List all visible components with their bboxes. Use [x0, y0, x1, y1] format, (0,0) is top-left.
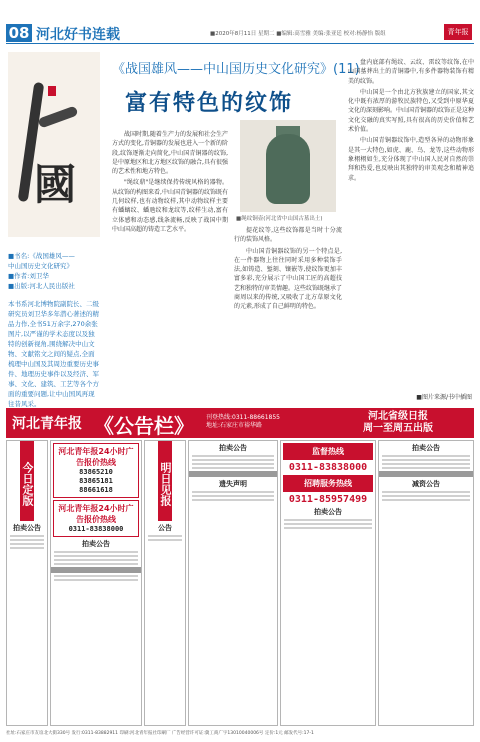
classified-brand: 河北青年报: [12, 416, 82, 432]
text-line: [382, 495, 470, 497]
paragraph: 盘内底部有绳纹、云纹、雷纹等纹饰,在中山国墓葬出土的青铜器中,有多件器物装饰有精美的纹饰。: [348, 59, 474, 85]
text-line: [192, 499, 274, 501]
section-bar: [379, 471, 473, 477]
text-line: [192, 459, 274, 461]
ad-column: [378, 440, 474, 726]
text-line: [148, 539, 182, 541]
classified-ads: [6, 440, 474, 726]
text-line: [192, 495, 274, 497]
paragraph: "绳纹鼎"是继续保持传统风格的器物。从纹饰的构图来看,中山国青铜器的纹饰既有几何纹样,也有动物纹样,其中动物纹样主要有蟠螭纹、蟠虺纹和龙纹等,纹样生动,富有立体感和动态感,线条流畅,反映了战国中期中山国高超的铸造工艺水平。: [112, 179, 228, 233]
text-line: [54, 551, 138, 553]
ad-column: [144, 440, 186, 726]
image-source: ■图片来源/书中插图: [416, 394, 472, 401]
masthead-rule: [6, 43, 474, 44]
phone-line: 刊登热线:0311-88661855: [206, 414, 280, 421]
article-headline: 富有特色的纹饰: [125, 91, 294, 116]
text-line: [10, 535, 44, 537]
paragraph: 战国时期,随着生产力的发展和社会生产方式的变化,青铜器的发展也进入一个新的阶段,纹饰逐渐走向简化,中山国青铜器的纹饰,是中原地区和北方地区纹饰的融合,具有很强的艺术性和地方特色。: [112, 131, 228, 176]
section-bar: [189, 471, 277, 477]
book-meta-line: ■作者:刘卫华: [8, 272, 49, 280]
masthead: [0, 0, 480, 44]
text-line: [382, 463, 470, 465]
book-blurb: 本书系河北博物院副院长、二级研究员刘卫华多年潜心著述的精品力作,全书51万余字,270余张图片,以严谨的学术态度以及独特的创新视角,围绕解决中山文物、文献铭文之间的疑点,全面梳理中山国及其周边重要历史事件、地理历史事件以及经济、军事、文化、建筑、工艺等各个方面的重要问题,让中山国风再现往昔风采。: [8, 300, 99, 408]
book-sidebar: [8, 52, 100, 408]
text-line: [10, 547, 44, 549]
paragraph: 中山国是一个由北方狄族建立的国家,其文化中既有浓厚的游牧民族特色,又受到中原华夏文化的深刻影响。中山国青铜器的纹饰正是这种文化交融的真实写照,具有很高的历史价值和艺术价值。: [348, 88, 474, 134]
book-meta-line: 中山国历史文化研究》: [8, 262, 73, 270]
red-seal-icon: [48, 86, 56, 96]
book-cover-art: [8, 52, 100, 237]
notice-title: 减资公告: [412, 480, 440, 488]
classified-banner: [6, 408, 474, 438]
article-kicker: 《战国雄风——中山国历史文化研究》(11): [112, 62, 360, 77]
text-line: [284, 527, 372, 529]
hotline-box: [53, 443, 139, 498]
paragraph: 提花纹等,这些纹饰都是当时十分流行的装饰风格。: [234, 227, 342, 244]
notice-title: 拍卖公告: [219, 444, 247, 452]
text-line: [192, 491, 274, 493]
service-number: 0311-83838000: [288, 462, 368, 473]
section-bar: [51, 567, 141, 573]
notice-title: 拍卖公告: [412, 444, 440, 452]
issue-info: ■2020年8月11日 星期二 ■编辑:高雪雅 美编:张亚廷 校对:杨静怡 版组: [210, 31, 386, 37]
hotline-number: 83865181: [79, 477, 113, 485]
text-line: [382, 467, 470, 469]
text-line: [54, 563, 138, 565]
article-column-3: [348, 58, 474, 402]
text-line: [284, 523, 372, 525]
text-line: [10, 539, 44, 541]
book-meta: [8, 251, 100, 291]
ad-column: [188, 440, 278, 726]
section-title: 河北好书连载: [36, 27, 120, 43]
text-line: [192, 455, 274, 457]
text-line: [192, 467, 274, 469]
service-title: 招聘服务热线: [283, 475, 373, 492]
notice-title: 拍卖公告: [82, 540, 110, 548]
text-line: [192, 463, 274, 465]
text-line: [382, 499, 470, 501]
paper-logo: 青年报: [444, 24, 472, 40]
article-column-2: [234, 226, 342, 402]
text-line: [54, 559, 138, 561]
bronze-vessel-photo: [240, 120, 336, 212]
text-line: [54, 579, 138, 581]
vessel-body: [266, 134, 310, 204]
classified-tag: 《公告栏》: [94, 414, 194, 438]
text-line: [382, 491, 470, 493]
ad-column: [50, 440, 142, 726]
text-line: [382, 459, 470, 461]
hotline-title: 河北青年报24小时广告报价热线: [58, 504, 134, 524]
hotline-title: 河北青年报24小时广告报价热线: [58, 447, 134, 467]
paragraph: 中山国青铜器纹饰中,造型各异的动物形象是其一大特色,如虎、鹿、鸟、龙等,这些动物形象栩栩如生,充分体现了中山国人民对自然的崇拜和热爱,也反映出其独特的审美观念和精神追求。: [348, 137, 474, 182]
notice-title: 拍卖公告: [314, 508, 342, 516]
classified-phones: [206, 414, 280, 430]
today-label: 今日定版: [20, 441, 34, 521]
paragraph: 中山国青铜器纹饰的另一个特点是,在一件器物上往往同时采用多种装饰手法,如铸造、錾刻、镶嵌等,使纹饰更加丰富多彩,充分展示了中山国工匠的高超技艺和独特的审美情趣。这些纹饰既继承了商周以来的传统,又吸收了北方草原文化的元素,形成了自己鲜明的特色。: [234, 247, 342, 311]
tomorrow-label: 明日见报: [158, 441, 172, 521]
text-line: [54, 575, 138, 577]
book-meta-line: ■书名:《战国雄风——: [8, 252, 75, 260]
book-meta-line: ■出版:河北人民出版社: [8, 282, 75, 290]
publication-sub: 周一至周五出版: [363, 423, 433, 434]
article-column-1: [112, 130, 228, 402]
ad-column: [6, 440, 48, 726]
service-title: 监督热线: [283, 443, 373, 460]
ad-column: [280, 440, 376, 726]
notice-title: 拍卖公告: [13, 524, 41, 532]
page-footer: 社址:石家庄市友谊北大街330号 发行:0311-83882911 印刷:河北青年报社印刷厂 广告经营许可证:冀工商广字13010040006号 定价:1元 邮发代号:17-1: [6, 731, 314, 736]
text-line: [54, 555, 138, 557]
publication-title: 河北省级日报: [368, 411, 428, 422]
brush-stroke: [37, 105, 78, 128]
text-line: [382, 455, 470, 457]
page-number: 08: [6, 24, 32, 42]
hotline-number: 83865210: [79, 468, 113, 476]
publication-note: [328, 411, 468, 435]
hotline-box: [53, 500, 139, 537]
hotline-number: 88661618: [79, 486, 113, 494]
text-line: [10, 543, 44, 545]
phone-line: 地址:石家庄市裕华路: [206, 422, 263, 429]
notice-title: 遗失声明: [219, 480, 247, 488]
text-line: [148, 535, 182, 537]
text-line: [284, 519, 372, 521]
figure-caption: ■绳纹铜壶(河北省中山国古墓出土): [236, 216, 323, 222]
notice-title: 公告: [158, 524, 172, 532]
hotline-number: 0311-83838000: [68, 525, 124, 533]
calligraphy-glyph: 國: [34, 160, 77, 209]
service-number: 0311-85957499: [288, 494, 368, 505]
